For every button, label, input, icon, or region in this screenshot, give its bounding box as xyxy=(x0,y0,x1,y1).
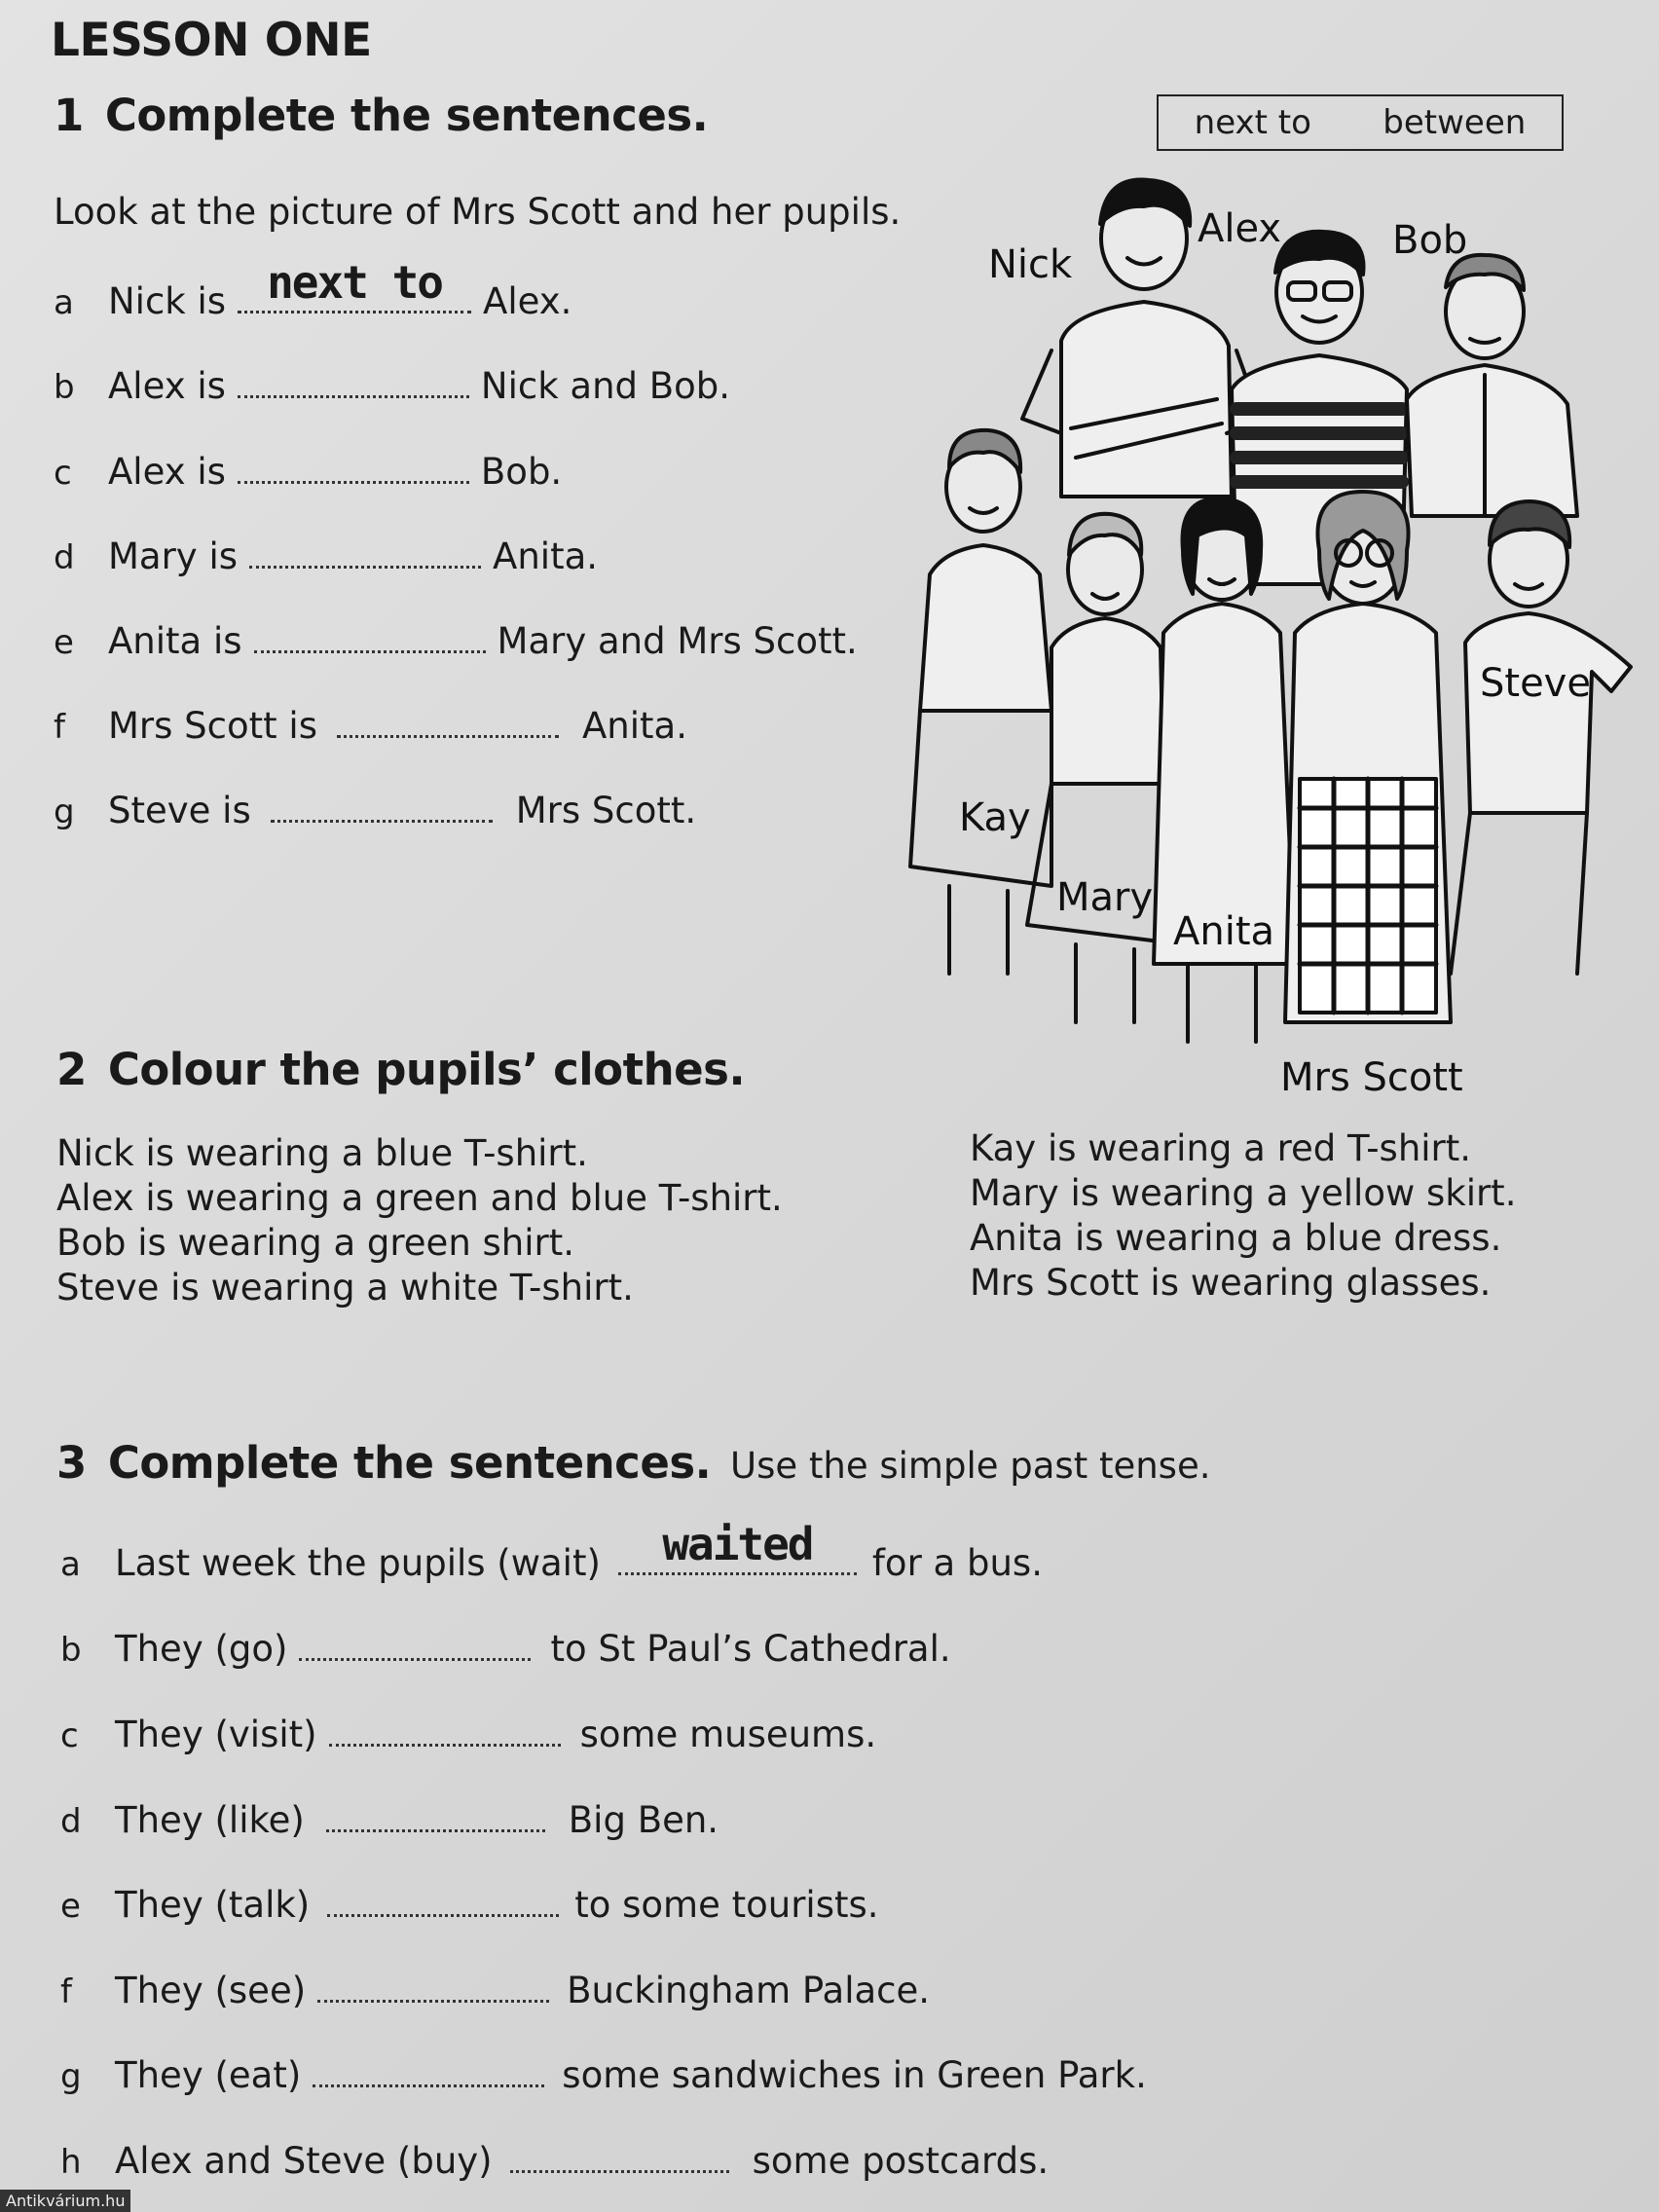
answer-blank[interactable] xyxy=(326,1822,545,1832)
clothes-line: Kay is wearing a red T-shirt. xyxy=(970,1127,1472,1169)
section-2-number: 2 xyxy=(56,1044,87,1095)
item-letter: e xyxy=(60,1887,81,1926)
exercise-1-item xyxy=(54,705,687,747)
answer-blank[interactable] xyxy=(313,2077,544,2087)
exercise-1-item xyxy=(54,451,562,493)
item-letter: c xyxy=(60,1716,79,1755)
label-steve: Steve xyxy=(1480,661,1591,706)
clothes-line: Anita is wearing a blue dress. xyxy=(970,1217,1502,1259)
item-prompt: Alex is xyxy=(108,365,226,407)
section-2-heading xyxy=(56,1044,745,1095)
answer-blank[interactable] xyxy=(238,473,469,484)
steve-figure xyxy=(1451,501,1631,974)
answer-blank[interactable] xyxy=(271,812,493,823)
word-box xyxy=(1157,94,1564,151)
exercise-3-item xyxy=(60,1799,719,1841)
clothes-line: Alex is wearing a green and blue T-shirt. xyxy=(56,1177,783,1219)
item-ending: Mary and Mrs Scott. xyxy=(497,620,858,662)
answer-blank[interactable] xyxy=(238,256,471,313)
answer-blank[interactable] xyxy=(327,1906,559,1917)
item-prompt: They (talk) xyxy=(115,1884,311,1926)
clothes-line: Nick is wearing a blue T-shirt. xyxy=(56,1132,588,1174)
exercise-1-item xyxy=(54,620,858,662)
section-1-number: 1 xyxy=(54,90,84,141)
section-3-instruction: Use the simple past tense. xyxy=(730,1445,1211,1487)
answer-blank[interactable] xyxy=(618,1518,857,1575)
bob-figure xyxy=(1407,255,1577,516)
item-prompt: They (eat) xyxy=(115,2054,302,2096)
label-mrs-scott: Mrs Scott xyxy=(1280,1055,1463,1100)
item-ending: to St Paul’s Cathedral. xyxy=(550,1628,951,1670)
item-prompt: They (visit) xyxy=(115,1714,317,1755)
item-letter: h xyxy=(60,2143,82,2182)
label-bob: Bob xyxy=(1392,218,1468,263)
item-ending: to some tourists. xyxy=(574,1884,879,1926)
item-ending: Anita. xyxy=(581,705,687,747)
item-prompt: Mary is xyxy=(108,535,239,577)
item-ending: some postcards. xyxy=(752,2140,1050,2182)
clothes-line: Steve is wearing a white T-shirt. xyxy=(56,1267,634,1309)
answer-blank[interactable] xyxy=(510,2162,729,2173)
answer-blank[interactable] xyxy=(299,1650,531,1661)
exercise-3-item xyxy=(60,1518,1043,1584)
clothes-list-left xyxy=(56,1131,783,1310)
item-letter: g xyxy=(54,793,75,831)
handwritten-answer: next to xyxy=(267,256,442,309)
kay-figure xyxy=(910,430,1051,974)
item-letter: d xyxy=(54,538,75,577)
item-prompt: They (like) xyxy=(115,1799,305,1841)
item-ending: Alex. xyxy=(483,280,572,322)
item-prompt: Nick is xyxy=(108,280,227,322)
item-ending: Anita. xyxy=(493,535,599,577)
item-letter: e xyxy=(54,623,74,662)
item-letter: g xyxy=(60,2057,82,2096)
label-kay: Kay xyxy=(959,795,1031,840)
item-letter: b xyxy=(60,1631,82,1670)
exercise-1-item xyxy=(54,535,598,577)
item-letter: a xyxy=(54,283,74,322)
item-ending: some museums. xyxy=(579,1714,877,1755)
section-3-title: Complete the sentences. xyxy=(107,1437,712,1489)
item-prompt: They (see) xyxy=(115,1970,307,2011)
answer-blank[interactable] xyxy=(238,387,469,398)
exercise-1-item xyxy=(54,365,730,407)
section-3-number: 3 xyxy=(56,1437,87,1489)
section-1-title: Complete the sentences. xyxy=(104,90,709,141)
word-box-item-2: between xyxy=(1382,103,1527,142)
section-1-instruction: Look at the picture of Mrs Scott and her pupils. xyxy=(54,191,902,233)
item-prompt: Mrs Scott is xyxy=(108,705,317,747)
item-letter: a xyxy=(60,1545,81,1584)
item-letter: f xyxy=(60,1972,72,2011)
item-prompt: Alex is xyxy=(108,451,226,493)
exercise-3-item xyxy=(60,1884,879,1926)
item-ending: Buckingham Palace. xyxy=(567,1970,931,2011)
exercise-1-item xyxy=(54,256,572,322)
item-ending: some sandwiches in Green Park. xyxy=(562,2054,1147,2096)
handwritten-answer: waited xyxy=(662,1518,813,1570)
exercise-3-item xyxy=(60,1628,951,1670)
item-prompt: Steve is xyxy=(108,790,251,831)
item-ending: Big Ben. xyxy=(568,1799,719,1841)
exercise-3-item xyxy=(60,1714,876,1755)
answer-blank[interactable] xyxy=(249,558,481,569)
exercise-3-item xyxy=(60,2054,1147,2096)
item-prompt: They (go) xyxy=(115,1628,288,1670)
exercise-3-item xyxy=(60,2140,1049,2182)
item-letter: d xyxy=(60,1802,82,1841)
clothes-line: Bob is wearing a green shirt. xyxy=(56,1222,575,1264)
exercise-1-item xyxy=(54,790,696,831)
answer-blank[interactable] xyxy=(254,643,486,653)
exercise-3-item xyxy=(60,1970,930,2011)
item-prompt: Alex and Steve (buy) xyxy=(115,2140,493,2182)
item-letter: c xyxy=(54,454,72,493)
item-letter: f xyxy=(54,708,65,747)
clothes-list-right xyxy=(970,1126,1516,1306)
answer-blank[interactable] xyxy=(317,1992,549,2003)
section-2-title: Colour the pupils’ clothes. xyxy=(107,1044,746,1095)
class-illustration xyxy=(905,166,1645,1100)
item-ending: Nick and Bob. xyxy=(480,365,731,407)
item-ending: for a bus. xyxy=(871,1542,1043,1584)
label-nick: Nick xyxy=(988,242,1073,287)
label-mary: Mary xyxy=(1056,875,1154,920)
footer-watermark: Antikvárium.hu xyxy=(0,2190,130,2212)
label-alex: Alex xyxy=(1198,206,1282,251)
clothes-line: Mrs Scott is wearing glasses. xyxy=(970,1262,1492,1304)
word-box-item-1: next to xyxy=(1194,103,1311,142)
answer-blank[interactable] xyxy=(337,727,559,738)
section-1-heading xyxy=(54,90,708,141)
item-ending: Bob. xyxy=(480,451,563,493)
item-prompt: Last week the pupils (wait) xyxy=(115,1542,601,1584)
item-letter: b xyxy=(54,368,75,407)
label-anita: Anita xyxy=(1173,909,1275,954)
lesson-title: LESSON ONE xyxy=(51,14,372,67)
clothes-line: Mary is wearing a yellow skirt. xyxy=(970,1172,1517,1214)
item-ending: Mrs Scott. xyxy=(515,790,697,831)
answer-blank[interactable] xyxy=(329,1736,561,1747)
section-3-heading xyxy=(56,1437,711,1489)
item-prompt: Anita is xyxy=(108,620,242,662)
